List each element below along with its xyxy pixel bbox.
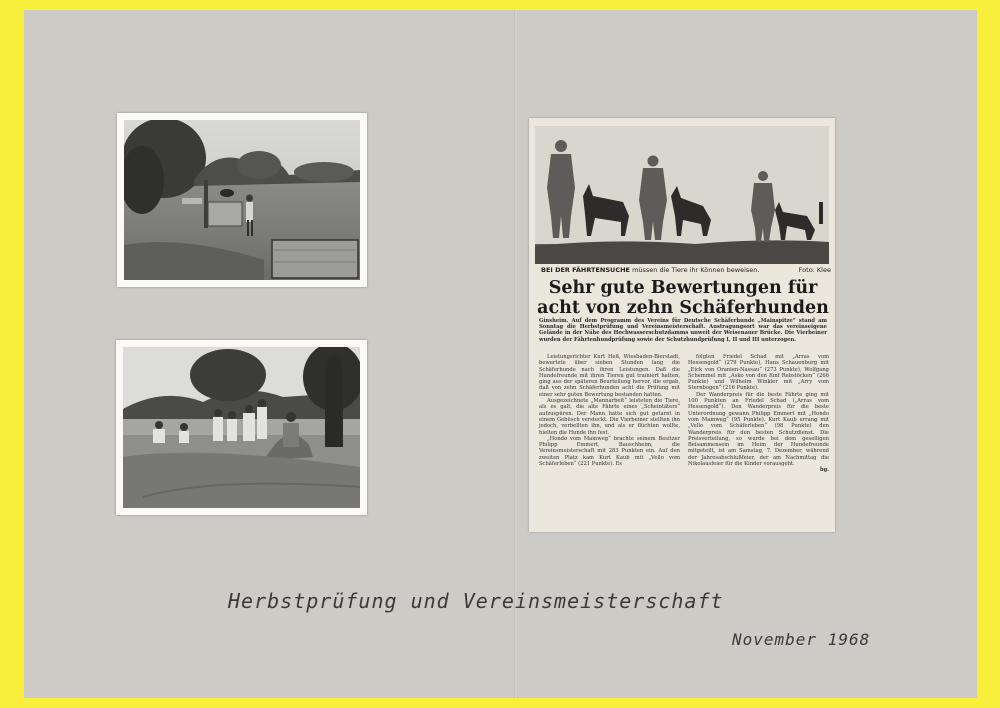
paragraph: „Hondo vom Mainweg“ brachte seinem Besitzer Philipp Emmert, Bauschheim, die Vereinsmeisterschaft mit 283 Punkten ein. Auf den zweiten Platz kam Kurt Kaub mit „Vello vom Schäferleben“ (221 Punkte). Es [539, 435, 680, 468]
handwritten-date: November 1968 [732, 630, 871, 649]
caption-bold: BEI DER FÄHRTENSUCHE [541, 266, 630, 274]
photo-group-seated-in-grass [116, 340, 367, 515]
handwritten-title: Herbstprüfung und Vereinsmeisterschaft [228, 589, 724, 613]
clipping-body [539, 354, 829, 474]
paragraph: Der Wanderpreis für die beste Fährte ging mit 100 Punkten an Friedel Schad („Arras vom Hessengold“). Den Wanderpreis für die beste Unterordnung gewann Philipp Emmert mit „Hondo vom Mainweg“ (95 Punkte). Kurt Kaub errang mit „Vello vom Schäferleben“ (98 Punkte) den Wanderpreis für den besten Schutzdienst. Die Preisverteilung, so wurde bei dem geselligen Beisammensein im Heim der Hundefreunde mitgeteilt, ist am Samstag, 7. Dezember, während der Jahresabschlußfeier, der am Nachmittag die Nikolausfeier für die Kinder vorausgeht. [688, 391, 829, 468]
album-page [24, 10, 977, 698]
author-signature: bg. [819, 467, 829, 474]
photo-group-seated-in-grass-image [123, 347, 360, 508]
photo-credit: Foto: Klee [798, 266, 831, 274]
clipping-headline: Sehr gute Bewertungen für acht von zehn Schäferhunden [537, 278, 829, 318]
paragraph: Leistungsrichter Kurt Heß, Wiesbaden-Bierstadt, bewertete über sieben Stunden lang die Schäferhunde nach ihren Leistungen. Daß die Hundefreunde mit ihren Tieren gut trainiert hatten, ging aus der späteren Beurteilung hervor, die ergab, daß von zehn Schäferhunden acht die Prüfung mit einer sehr guten Bewertung bestanden hatten. [539, 354, 680, 398]
clipping-photo-dogs-tracking [535, 126, 829, 264]
paragraph: folgten Friedel Schad mit „Arras vom Hessengold“ (279 Punkte), Hans Schauenburg mit „Eick von Oranien-Nassau“ (273 Punkte), Wolfgang Schemmel mit „Asko von den fünf Rebstöcken“ (266 Punkte) und Wilhelm Winkler mit „Arry vom Sternbogen“ (216 Punkte). [688, 354, 829, 392]
clipping-column-1 [539, 354, 680, 474]
newspaper-clipping [529, 118, 835, 532]
clipping-photo-caption [541, 266, 831, 274]
photo-dog-hurdle-field [117, 113, 367, 287]
paragraph: Ausgezeichnete „Mannarbeit“ leisteten die Tiere, als es galt, die alte Fährte eines „Scheintäters“ aufzuspüren. Der Mann hatte sich gut getarnt in einem Gebüsch versteckt. Die Vierbeiner stellten ihn jedoch, verbellten ihn, und als er flüchten wollte, hielten die Hunde ihn fest. [539, 398, 680, 436]
caption-text: müssen die Tiere ihr Können beweisen. [632, 266, 760, 274]
clipping-column-2 [688, 354, 829, 474]
photo-dog-hurdle-field-image [124, 120, 360, 280]
clipping-lead: Ginsheim. Auf dem Programm des Vereins für Deutsche Schäferhunde „Mainspitze“ stand am Sonntag die Herbstprüfung und Vereinsmeisterschaft. Austragungsort war das vereinseigene Gelände in der Nähe des Hochwasserschutzdamms unweit der Weisenauer Brücke. Die Vierbeiner wurden der Fährtenhundprüfung sowie der Schutzhundprüfung I, II und III unterzogen. [539, 318, 827, 343]
